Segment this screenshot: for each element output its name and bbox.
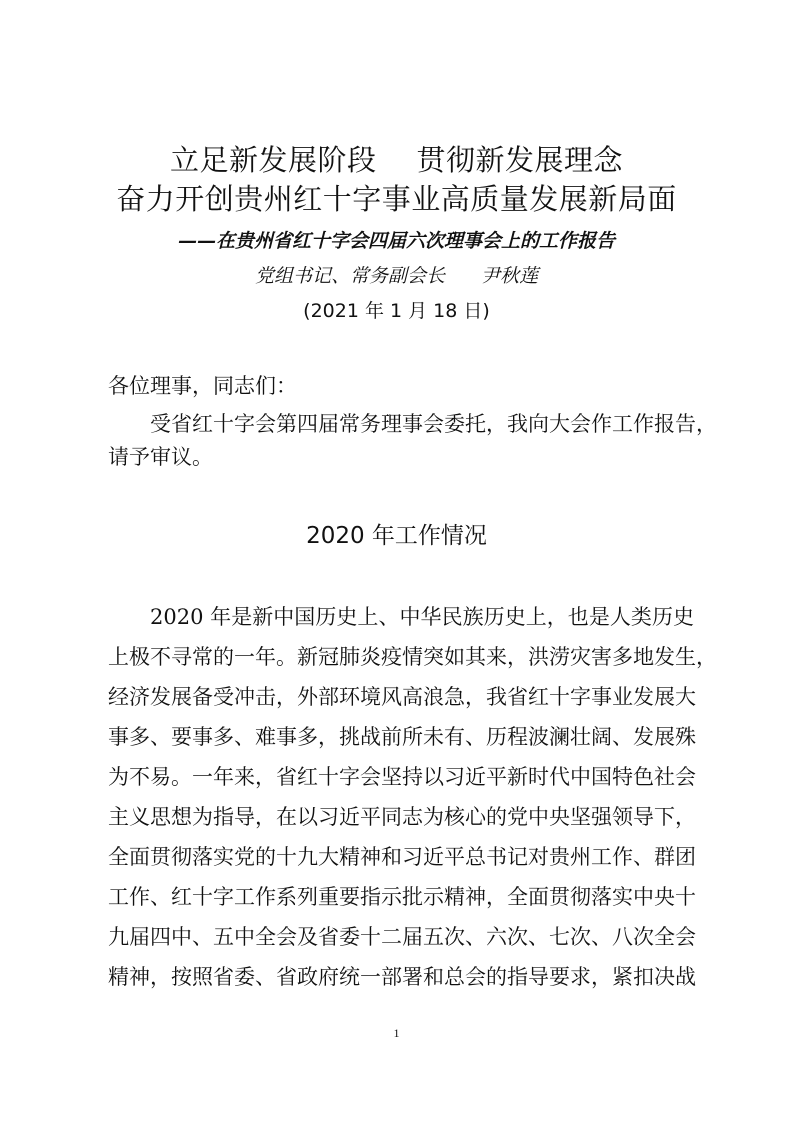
salutation: 各位理事，同志们： <box>108 374 297 398</box>
title-line-1-part-1: 立足新发展阶段 <box>169 143 377 177</box>
report-date: (2021 年 1 月 18 日) <box>303 300 490 322</box>
paragraph-line: 九届四中、五中全会及省委十二届五次、六次、七次、八次全会 <box>108 925 696 949</box>
author-role: 党组书记、常务副会长 <box>254 265 445 287</box>
section-heading: 2020 年工作情况 <box>306 523 487 549</box>
page-number: 1 <box>393 1026 400 1040</box>
section-paragraph <box>108 597 717 997</box>
paragraph-line: 经济发展备受冲击，外部环境风高浪急，我省红十字事业发展大 <box>108 685 696 709</box>
paragraph-line: 为不易。一年来，省红十字会坚持以习近平新时代中国特色社会 <box>108 765 696 789</box>
intro-line: 受省红十字会第四届常务理事会委托，我向大会作工作报告， <box>150 412 717 436</box>
paragraph-line: 上极不寻常的一年。新冠肺炎疫情突如其来，洪涝灾害多地发生， <box>108 645 717 669</box>
paragraph-line: 工作、红十字工作系列重要指示批示精神，全面贯彻落实中央十 <box>108 885 696 909</box>
intro-paragraph <box>108 408 717 474</box>
paragraph-line: 精神，按照省委、省政府统一部署和总会的指导要求，紧扣决战 <box>108 965 696 989</box>
author-line <box>0 262 793 290</box>
paragraph-line: 2020 年是新中国历史上、中华民族历史上，也是人类历史 <box>150 605 694 629</box>
subtitle: ——在贵州省红十字会四届六次理事会上的工作报告 <box>177 230 615 252</box>
paragraph-line: 全面贯彻落实党的十九大精神和习近平总书记对贵州工作、群团 <box>108 845 696 869</box>
paragraph-line: 事多、要事多、难事多，挑战前所未有、历程波澜壮阔、发展殊 <box>108 725 696 749</box>
author-name: 尹秋莲 <box>481 265 539 287</box>
title-line-1 <box>0 141 793 179</box>
title-line-1-part-2: 贯彻新发展理念 <box>416 143 624 177</box>
paragraph-line: 主义思想为指导，在以习近平同志为核心的党中央坚强领导下， <box>108 805 696 829</box>
title-line-2: 奋力开创贵州红十字事业高质量发展新局面 <box>116 182 677 216</box>
intro-line: 请予审议。 <box>108 445 213 469</box>
